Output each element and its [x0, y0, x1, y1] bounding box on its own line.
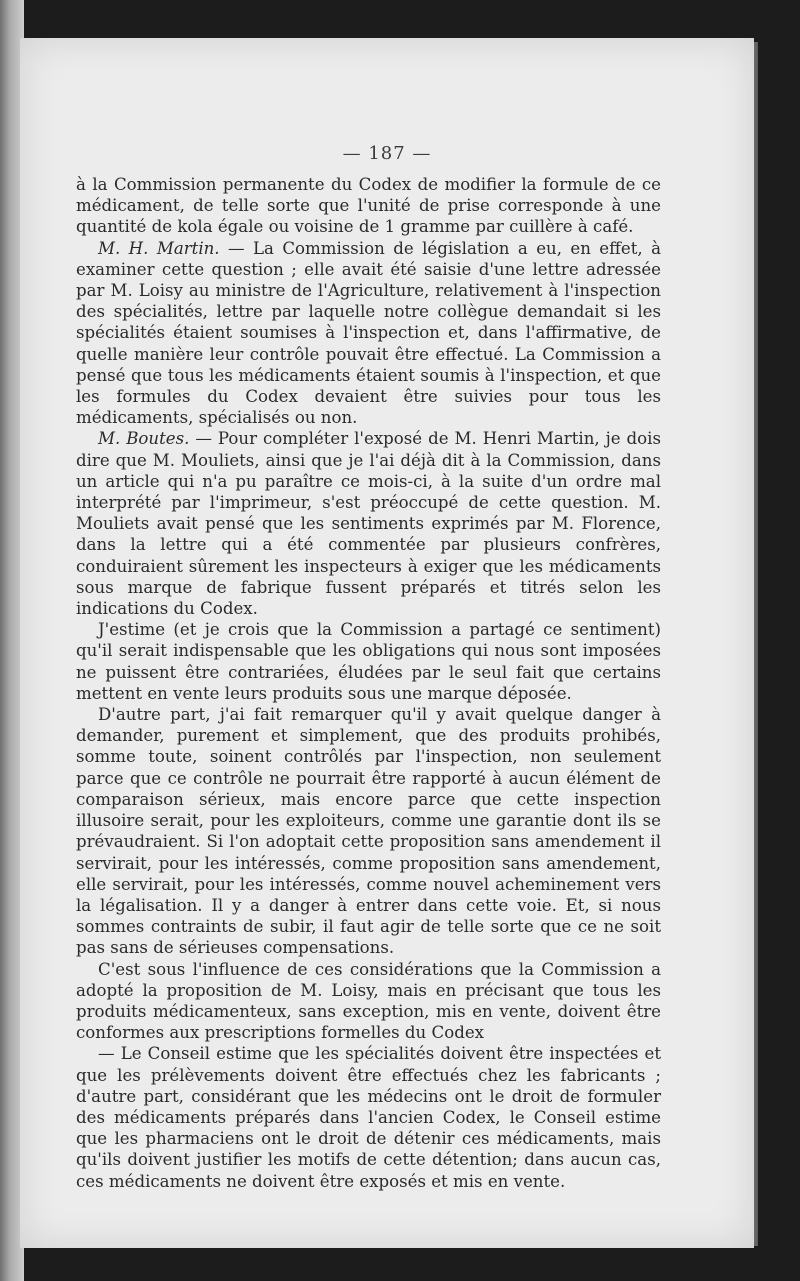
paragraph-4 [76, 619, 661, 704]
speaker-name: M. Boutes. [98, 429, 190, 449]
paragraph-5 [76, 704, 661, 958]
paragraph-6 [76, 959, 661, 1044]
paragraph-text: D'autre part, j'ai fait remarquer qu'il y avait quelque danger à demander, purement et simplement, que des produits prohibés, somme toute, soinent contrôlés par l'inspection, non seulement parce que ce contrôle ne pourrait être rapporté à aucun élément de comparaison sérieux, mais encore parce que cette inspection illusoire serait, pour les exploiteurs, comme une garantie dont ils se prévaudraient. Si l'on adoptait cette proposition sans amendement il servirait, pour les intéressés, comme proposition sans amendement, elle servirait, pour les intéressés, comme nouvel acheminement vers la légalisation. Il y a danger à entrer dans cette voie. Et, si nous sommes contraints de subir, il faut agir de telle sorte que ce ne soit pas sans de sérieuses compensations. [76, 705, 661, 958]
speaker-name: M. H. Martin. [98, 238, 220, 258]
paragraph-3 [76, 428, 661, 619]
paragraph-1 [76, 174, 661, 238]
paragraph-text: — Le Conseil estime que les spécialités doivent être inspectées et que les prélèvements doivent être effectués chez les fabricants ; d'autre part, considérant que les médecins ont le droit de formuler des médicaments préparés dans l'ancien Codex, le Conseil estime que les pharmaciens ont le droit de détenir ces médicaments, mais qu'ils doivent justifier les motifs de cette détention; dans aucun cas, ces médicaments ne doivent être exposés et mis en vente. [76, 1044, 661, 1191]
paragraph-text: à la Commission permanente du Codex de modifier la formule de ce médicament, de telle sorte que l'unité de prise corresponde à une quantité de kola égale ou voisine de 1 gramme par cuillère à café. [76, 175, 661, 237]
page-number: — 187 — [342, 143, 432, 164]
paragraph-text: — La Commission de législation a eu, en effet, à examiner cette question ; elle avait été saisie d'une lettre adressée par M. Loisy au ministre de l'Agriculture, relativement à l'inspection des spécialités, lettre par laquelle notre collègue demandait si les spécialités étaient soumises à l'inspection et, dans l'affirmative, de quelle manière leur contrôle pouvait être effectué. La Commission a pensé que tous les médicaments étaient soumis à l'inspection, et que les formules du Codex devaient être suivies pour tous les médicaments, spécialisés ou non. [76, 238, 661, 428]
paragraph-2 [76, 238, 661, 429]
paragraph-text: J'estime (et je crois que la Commission a partagé ce sentiment) qu'il serait indispensable que les obligations qui nous sont imposées ne puissent être contrariées, éludées par le seul fait que certains mettent en vente leurs produits sous une marque déposée. [76, 620, 661, 703]
paragraph-text: C'est sous l'influence de ces considérations que la Commission a adopté la proposition de M. Loisy, mais en précisant que tous les produits médicamenteux, sans exception, mis en vente, doivent être conformes aux prescriptions formelles du Codex [76, 959, 661, 1043]
paragraph-text: — Pour compléter l'exposé de M. Henri Martin, je dois dire que M. Mouliets, ainsi que je l'ai déjà dit à la Commission, dans un article qui n'a pu paraître ce mois-ci, à la suite d'un ordre mal interprété par l'imprimeur, s'est préoccupé de cette question. M. Mouliets avait pensé que les sentiments exprimés par M. Florence, dans la lettre qui a été commentée par plusieurs confrères, conduiraient sûrement les inspecteurs à exiger que les médicaments sous marque de fabrique fussent préparés et titrés selon les indications du Codex. [76, 429, 661, 619]
body-text [76, 174, 661, 1192]
book-page [20, 38, 754, 1248]
paragraph-7 [76, 1043, 661, 1191]
